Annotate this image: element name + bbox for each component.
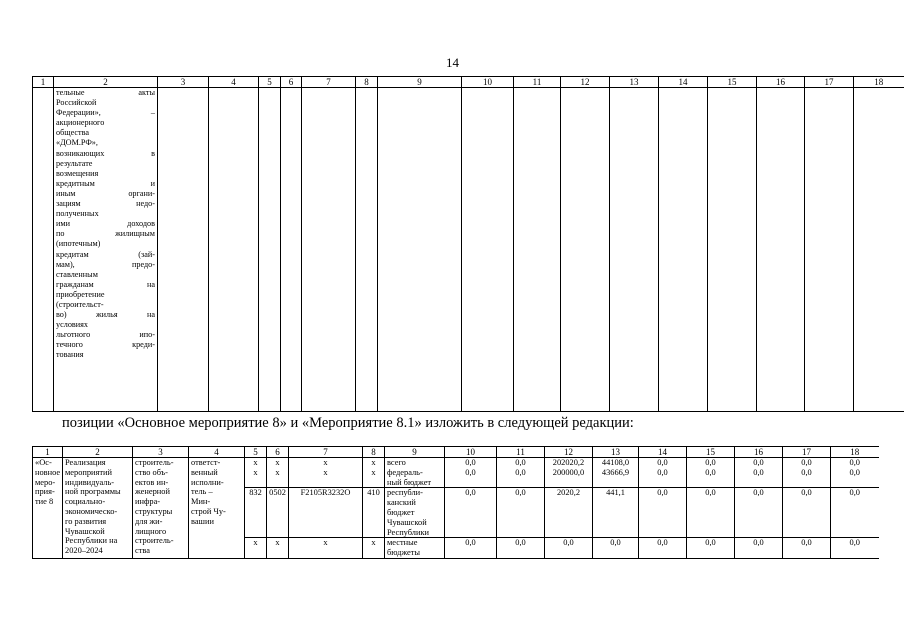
table-row [33,458,879,468]
table-cell [708,88,757,412]
description-line: условиях [56,320,89,330]
table-cell: F2105R3232O [289,488,363,538]
table-cell: 200000,0 [545,468,593,488]
description-line: ими доходов [56,219,155,229]
description-line: ставленным [56,269,98,279]
table-cell [158,88,209,412]
table-cell [561,88,610,412]
table-cell: 0,0 [639,538,687,559]
description-line: приобретение [56,289,105,299]
table-cell: x [267,538,289,559]
table-cell: 0,0 [687,468,735,488]
table-cell: 0,0 [445,458,497,468]
description-line: по жилищным [56,229,155,239]
column-header: 14 [659,77,708,88]
table-cell [757,88,805,412]
description-line: результате [56,158,93,168]
table-cell: 0,0 [687,458,735,468]
description-line: иным органи- [56,188,155,198]
column-header: 3 [158,77,209,88]
table-cell [854,88,904,412]
table-cell: 0,0 [445,468,497,488]
funding-source-cell: всего [385,458,445,468]
table-cell [610,88,659,412]
description-line: акционерного [56,118,105,128]
column-header: 12 [561,77,610,88]
column-header: 12 [545,447,593,458]
table-cell: x [289,458,363,468]
table-cell: 44108,0 [593,458,639,468]
table-cell: x [245,538,267,559]
table-cell-description [54,88,158,412]
description-line: возникающих в [56,148,155,158]
table-cell [514,88,561,412]
table-cell: 0,0 [545,538,593,559]
column-header: 10 [445,447,497,458]
description-line: кредитам (зай- [56,249,155,259]
column-header: 17 [805,77,854,88]
column-header: 11 [497,447,545,458]
column-header: 8 [363,447,385,458]
description-line: полученных [56,209,99,219]
event-number-cell: «Ос- новное меро- прия- тие 8 [33,458,63,559]
table-cell: 202020,2 [545,458,593,468]
executor-cell: ответст- венный исполни- тель – Мин- строй Чу- вашии [189,458,245,559]
event-goal-cell: строитель- ство объ- ектов ин- женерной инфра- структуры для жи- лищного строитель- ства [133,458,189,559]
column-header: 7 [302,77,356,88]
table-cell: x [363,538,385,559]
table-cell: 0,0 [687,488,735,538]
column-header: 2 [63,447,133,458]
table-cell: 0,0 [735,488,783,538]
description-line: (строительст- [56,299,104,309]
funding-source-cell: федераль- ный бюджет [385,468,445,488]
table-cell [281,88,302,412]
table-cell: x [289,538,363,559]
description-line: (ипотечным) [56,239,101,249]
column-header: 9 [385,447,445,458]
description-line: течного креди- [56,340,155,350]
column-header: 10 [462,77,514,88]
description-line: во) жилья на [56,310,155,320]
column-header: 4 [209,77,259,88]
table-cell: 441,1 [593,488,639,538]
table-cell: x [267,458,289,468]
table-cell [356,88,378,412]
table-cell: x [245,458,267,468]
description-line: гражданам на [56,279,155,289]
table-cell [462,88,514,412]
table-cell: x [363,458,385,468]
column-header: 6 [267,447,289,458]
table-cell: 0,0 [445,488,497,538]
column-header: 7 [289,447,363,458]
table-cell: 0,0 [831,488,879,538]
table-cell: 2020,2 [545,488,593,538]
table-cell: 0,0 [497,538,545,559]
column-header: 9 [378,77,462,88]
table-header-row [33,77,904,88]
funding-source-cell: республи- канский бюджет Чувашской Республики [385,488,445,538]
table-cell: 0,0 [497,488,545,538]
column-header: 16 [735,447,783,458]
column-header: 15 [708,77,757,88]
table-cell: 0,0 [639,458,687,468]
description-line: зациям недо- [56,199,155,209]
table-cell: x [245,468,267,488]
table-cell [259,88,281,412]
page-number: 14 [446,55,459,70]
table-cell: x [363,468,385,488]
table-cell: 0,0 [783,538,831,559]
column-header: 2 [54,77,158,88]
description-line: Российской [56,98,97,108]
amended-table [32,446,879,559]
column-header: 16 [757,77,805,88]
column-header: 1 [33,77,54,88]
table-cell [805,88,854,412]
column-header: 14 [639,447,687,458]
column-header: 13 [593,447,639,458]
table-header-row [33,447,879,458]
column-header: 17 [783,447,831,458]
table-cell: x [267,468,289,488]
table-cell [33,88,54,412]
continued-table [32,76,904,412]
description-line: кредитным и [56,178,155,188]
column-header: 15 [687,447,735,458]
column-header: 18 [831,447,879,458]
table-cell: 0,0 [783,468,831,488]
column-header: 3 [133,447,189,458]
table-cell: 0,0 [497,468,545,488]
description-line: льготного ипо- [56,330,155,340]
column-header: 18 [854,77,904,88]
table-cell: 0,0 [687,538,735,559]
table-row [33,88,904,412]
table-cell [659,88,708,412]
funding-source-cell: местные бюджеты [385,538,445,559]
column-header: 1 [33,447,63,458]
table-cell: 0,0 [497,458,545,468]
column-header: 4 [189,447,245,458]
table-cell [378,88,462,412]
description-line: возмещения [56,168,99,178]
description-line: тельные акты [56,88,155,97]
table-cell: 0,0 [639,488,687,538]
table-cell: 0,0 [783,458,831,468]
description-line: мам), предо- [56,259,155,269]
description-line: Федерации», – [56,108,155,118]
table-cell: 0,0 [735,468,783,488]
description-line: общества [56,128,90,138]
table-cell [302,88,356,412]
table-cell: 43666,9 [593,468,639,488]
column-header: 6 [281,77,302,88]
table-cell: x [289,468,363,488]
table-cell: 0,0 [445,538,497,559]
table-cell [209,88,259,412]
table-cell: 410 [363,488,385,538]
table-cell: 0,0 [639,468,687,488]
table-cell: 0,0 [783,488,831,538]
description-line: «ДОМ.РФ», [56,138,98,148]
table-cell: 0,0 [831,538,879,559]
table-cell: 0502 [267,488,289,538]
column-header: 5 [259,77,281,88]
description-line: тования [56,350,84,360]
amendment-paragraph: позиции «Основное мероприятие 8» и «Мероприятие 8.1» изложить в следующей редакции: [62,415,634,431]
event-name-cell: Реализация мероприятий индивидуаль- ной программы социально- экономическо- го развития Чувашской Республики на 2020–2024 [63,458,133,559]
table-cell: 0,0 [735,538,783,559]
table-cell: 0,0 [831,468,879,488]
column-header: 8 [356,77,378,88]
column-header: 13 [610,77,659,88]
table-cell: 0,0 [735,458,783,468]
table-cell: 832 [245,488,267,538]
column-header: 11 [514,77,561,88]
table-cell: 0,0 [593,538,639,559]
column-header: 5 [245,447,267,458]
table-cell: 0,0 [831,458,879,468]
